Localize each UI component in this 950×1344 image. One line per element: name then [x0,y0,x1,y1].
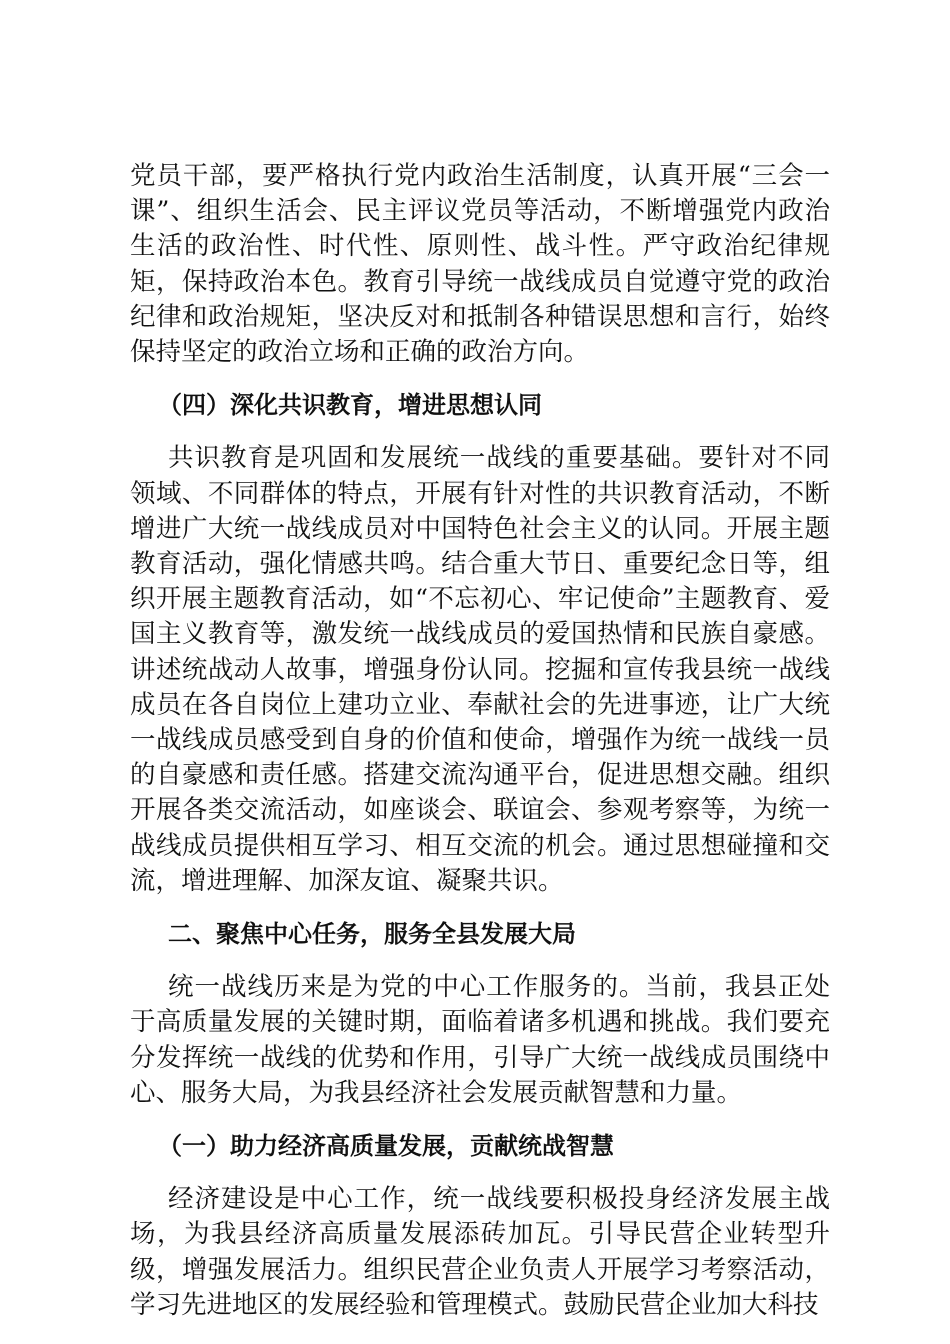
paragraph-economic-development: 经济建设是中心工作，统一战线要积极投身经济发展主战场，为我县经济高质量发展添砖加瓦。引导民营企业转型升级，增强发展活力。组织民营企业负责人开展学习考察活动，学习先进地区的发展经验和管理模式。鼓励民营企业加大科技 [130,1184,830,1320]
section-heading-consensus-education: （四）深化共识教育，增进思想认同 [158,391,542,420]
paragraph-party-life: 党员干部，要严格执行党内政治生活制度，认真开展“三会一课”、组织生活会、民主评议党员等活动，不断增强党内政治生活的政治性、时代性、原则性、战斗性。严守政治纪律规矩，保持政治本色。教育引导统一战线成员自觉遵守党的政治纪律和政治规矩，坚决反对和抵制各种错误思想和言行，始终保持坚定的政治立场和正确的政治方向。 [130,161,830,368]
document-body [130,159,830,1323]
paragraph-consensus-education: 共识教育是巩固和发展统一战线的重要基础。要针对不同领域、不同群体的特点，开展有针对性的共识教育活动，不断增进广大统一战线成员对中国特色社会主义的认同。开展主题教育活动，强化情感共鸣。结合重大节日、重要纪念日等，组织开展主题教育活动，如“不忘初心、牢记使命”主题教育、爱国主义教育等，激发统一战线成员的爱国热情和民族自豪感。讲述统战动人故事，增强身份认同。挖掘和宣传我县统一战线成员在各自岗位上建功立业、奉献社会的先进事迹，让广大统一战线成员感受到自身的价值和使命，增强作为统一战线一员的自豪感和责任感。搭建交流沟通平台，促进思想交融。组织开展各类交流活动，如座谈会、联谊会、参观考察等，为统一战线成员提供相互学习、相互交流的机会。通过思想碰撞和交流，增进理解、加深友谊、凝聚共识。 [130,443,830,896]
section-heading-economic-development: （一）助力经济高质量发展，贡献统战智慧 [158,1132,614,1161]
chapter-heading-central-task: 二、聚焦中心任务，服务全县发展大局 [168,920,576,949]
paragraph-central-task: 统一战线历来是为党的中心工作服务的。当前，我县正处于高质量发展的关键时期，面临着诸多机遇和挑战。我们要充分发挥统一战线的优势和作用，引导广大统一战线成员围绕中心、服务大局，为我县经济社会发展贡献智慧和力量。 [130,972,830,1108]
